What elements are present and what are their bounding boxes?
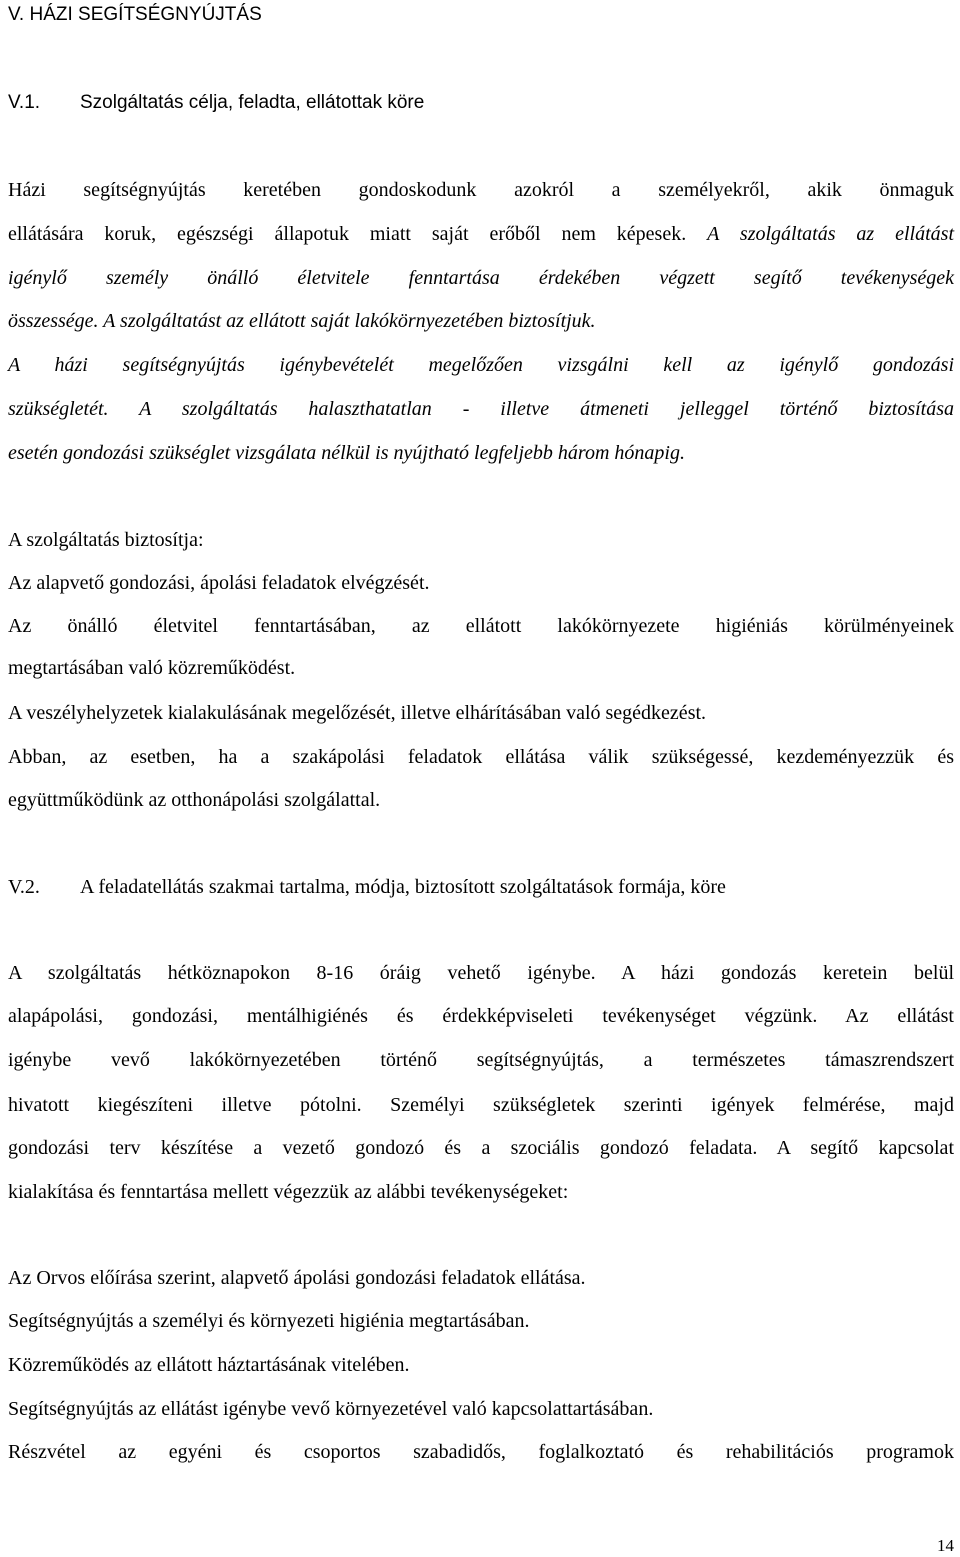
paragraph-line: gondozási terv készítése a vezető gondozó és a szociális gondozó feladata. A segítő kapcsolat xyxy=(8,1137,954,1159)
paragraph-line xyxy=(8,222,954,246)
paragraph-line: igénybe vevő lakókörnyezetében történő segítségnyújtás, a természetes támaszrendszert xyxy=(8,1049,954,1071)
section-heading-v2 xyxy=(8,875,954,899)
provider-line: együttműködünk az otthonápolási szolgálattal. xyxy=(8,789,381,811)
provider-line: Az alapvető gondozási, ápolási feladatok elvégzését. xyxy=(8,572,430,594)
activity-item: Közreműködés az ellátott háztartásának vitelében. xyxy=(8,1354,410,1376)
section-number: V.2. xyxy=(8,876,40,898)
paragraph-line: A házi segítségnyújtás igénybevételét megelőzően vizsgálni kell az igénylő gondozási xyxy=(8,354,954,376)
page-number: 14 xyxy=(937,1536,954,1555)
provider-line: A veszélyhelyzetek kialakulásának megelőzését, illetve elhárításában való segédkezést. xyxy=(8,702,707,724)
activity-item: Segítségnyújtás az ellátást igénybe vevő környezetével való kapcsolattartásában. xyxy=(8,1398,654,1420)
section-number: V.1. xyxy=(8,92,41,113)
paragraph-line: alapápolási, gondozási, mentálhigiénés és érdekképviseleti tevékenységet végzünk. Az ellátást xyxy=(8,1005,954,1027)
activity-item: Az Orvos előírása szerint, alapvető ápolási gondozási feladatok ellátása. xyxy=(8,1267,586,1289)
paragraph-segment-italic: A szolgáltatás az ellátást xyxy=(707,223,954,245)
chapter-title: V. HÁZI SEGÍTSÉGNYÚJTÁS xyxy=(8,4,262,25)
provider-heading: A szolgáltatás biztosítja: xyxy=(8,529,204,551)
provider-line: megtartásában való közreműködést. xyxy=(8,657,296,679)
activity-item: Részvétel az egyéni és csoportos szabadidős, foglalkoztató és rehabilitációs programok xyxy=(8,1441,954,1463)
paragraph-line: szükségletét. A szolgáltatás halaszthatatlan - illetve átmeneti jelleggel történő biztosítása xyxy=(8,398,954,420)
section-heading-v1 xyxy=(8,91,954,115)
paragraph-line: összessége. A szolgáltatást az ellátott saját lakókörnyezetében biztosítjuk. xyxy=(8,310,596,332)
paragraph-line: hivatott kiegészíteni illetve pótolni. Személyi szükségletek szerinti igények felmérése, majd xyxy=(8,1094,954,1116)
paragraph-line: igénylő személy önálló életvitele fenntartása érdekében végzett segítő tevékenységek xyxy=(8,267,954,289)
provider-line: Az önálló életvitel fenntartásában, az ellátott lakókörnyezete higiéniás körülményeinek xyxy=(8,615,954,637)
paragraph-line: Házi segítségnyújtás keretében gondoskodunk azokról a személyekről, akik önmaguk xyxy=(8,179,954,201)
section-title: Szolgáltatás célja, feladta, ellátottak köre xyxy=(80,92,425,113)
paragraph-line: kialakítása és fenntartása mellett végezzük az alábbi tevékenységeket: xyxy=(8,1181,569,1203)
activity-item: Segítségnyújtás a személyi és környezeti higiénia megtartásában. xyxy=(8,1310,530,1332)
section-title: A feladatellátás szakmai tartalma, módja, biztosított szolgáltatások formája, köre xyxy=(80,876,726,898)
provider-line: Abban, az esetben, ha a szakápolási feladatok ellátása válik szükségessé, kezdeményezzük és xyxy=(8,746,954,768)
paragraph-line: esetén gondozási szükséglet vizsgálata nélkül is nyújtható legfeljebb három hónapig. xyxy=(8,442,685,464)
paragraph-segment: ellátására koruk, egészségi állapotuk miatt saját erőből nem képesek. xyxy=(8,223,687,245)
paragraph-line: A szolgáltatás hétköznapokon 8-16 óráig vehető igénybe. A házi gondozás keretein belül xyxy=(8,962,954,984)
